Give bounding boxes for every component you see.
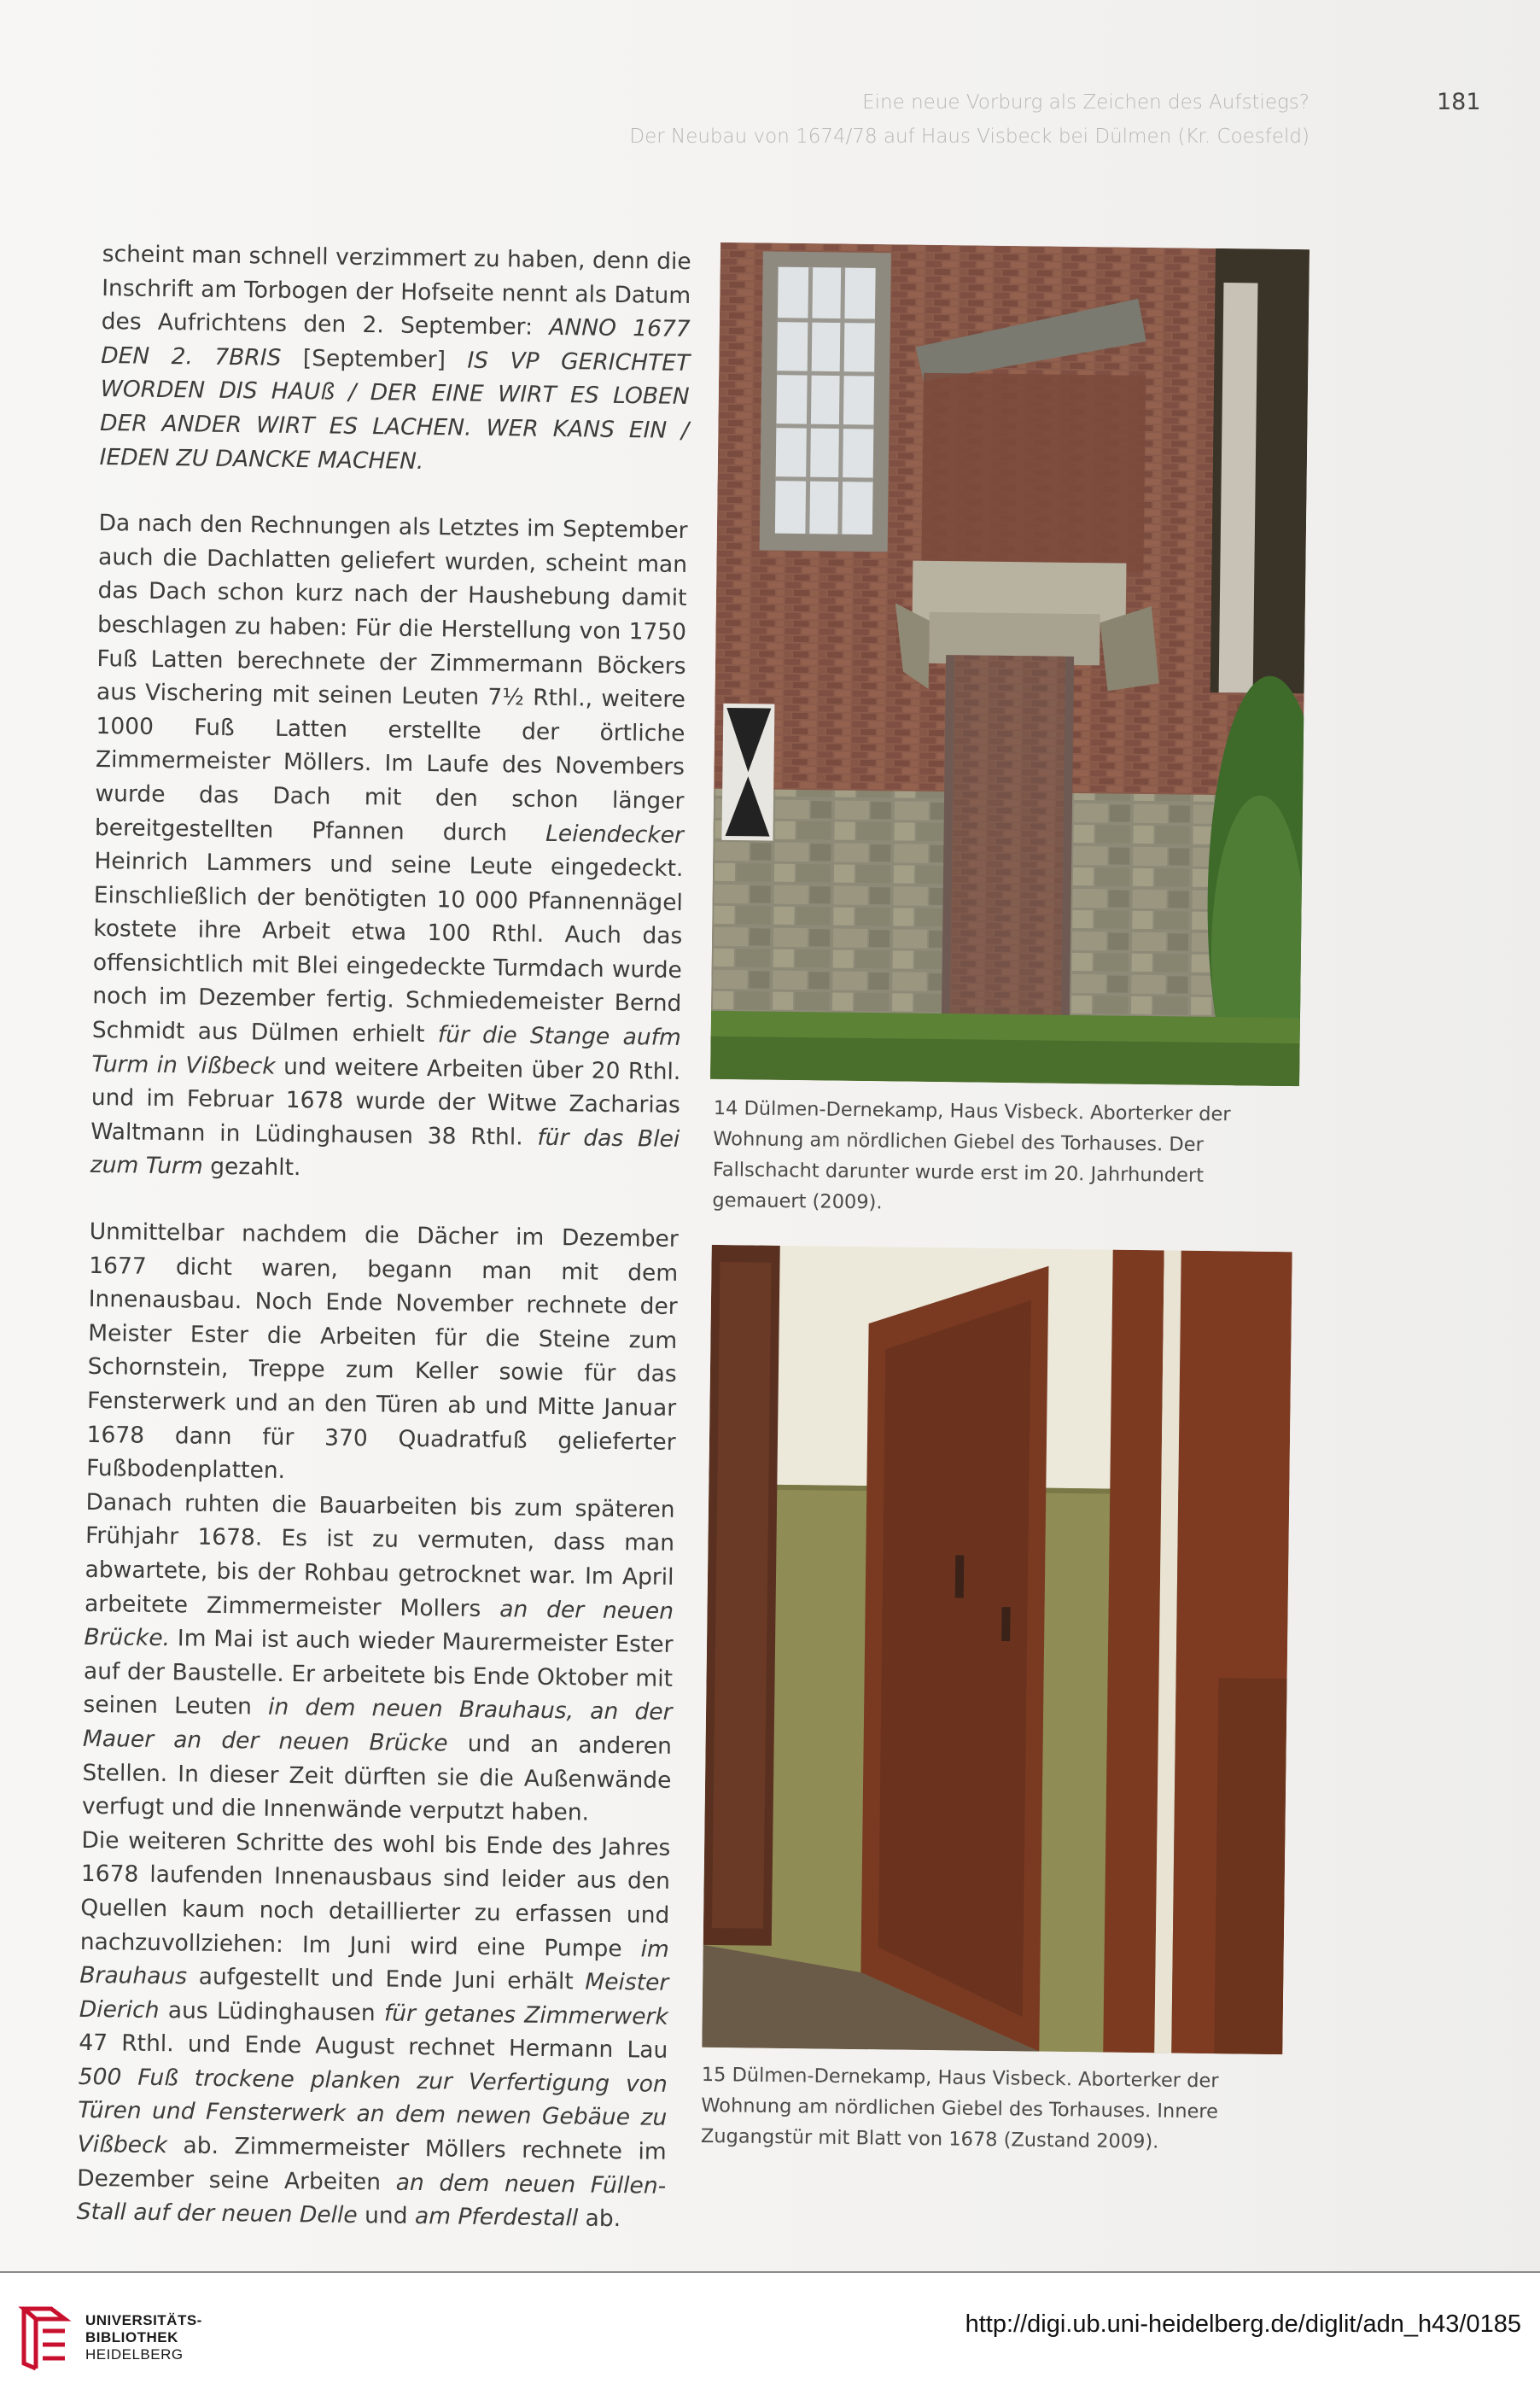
interior-door-illustration bbox=[702, 1245, 1292, 2054]
library-logo-icon bbox=[17, 2300, 73, 2375]
brick-facade-illustration bbox=[710, 242, 1310, 1086]
source-url-link[interactable]: http://digi.ub.uni-heidelberg.de/diglit/adn_h43/0185 bbox=[965, 2310, 1521, 2338]
figure-14-photo bbox=[710, 242, 1310, 1086]
figure-14-caption: 14 Dülmen-Dernekamp, Haus Visbeck. Aborterker der Wohnung am nördlichen Giebel des Torhauses. Der Fallschacht darunter wurde erst im 20. Jahrhundert gemauert (2009). bbox=[712, 1096, 1231, 1214]
running-header bbox=[629, 85, 1310, 154]
figure-15-caption: 15 Dülmen-Dernekamp, Haus Visbeck. Aborterker der Wohnung am nördlichen Giebel des Torhauses. Innere Zugangstür mit Blatt von 1678 (Zustand 2009). bbox=[700, 2063, 1219, 2153]
running-header-subtitle: Der Neubau von 1674/78 auf Haus Visbeck bei Dülmen (Kr. Coesfeld) bbox=[629, 126, 1310, 148]
library-name: UNIVERSITÄTS- BIBLIOTHEK HEIDELBERG bbox=[85, 2312, 202, 2363]
paragraph-construction-pause: Danach ruhten die Bauarbeiten bis zum späteren Frühjahr 1678. Es ist zu vermuten, dass man abwartete, bis der Rohbau getrocknet war. Im April arbeitete Zimmermeister Mollers an der neuen Brücke. Im Mai ist auch wieder Maurermeister Ester auf der Baustelle. Er arbeitete bis Ende Oktober mit seinen Leuten in dem neuen Brauhaus, an der Mauer an der neuen Brücke und an anderen Stellen. In dieser Zeit dürften sie die Außenwände verfugt und die Innenwände verputzt haben. bbox=[81, 1488, 675, 1826]
digitization-footer bbox=[0, 2271, 1540, 2395]
body-text bbox=[76, 237, 691, 2237]
paragraph-roof-laths: Da nach den Rechnungen als Letztes im September auch die Dachlatten geliefert wurden, scheint man das Dach schon kurz nach der Haushebung damit beschlagen zu haben: Für die Herstellung von 1750 Fuß Latten berechnete der Zimmermann Böckers aus Vischering mit seinen Leuten 7½ Rthl., weitere 1000 Fuß Latten erstellte der örtliche Zimmermeister Möllers. Im Laufe des Novembers wurde das Dach mit den schon länger bereitgestellten Pfannen durch Leiendecker Heinrich Lammers und seine Leute eingedeckt. Einschließlich der benötigten 10 000 Pfannennägel kostete ihre Arbeit etwa 100 Rthl. Auch das offensichtlich mit Blei eingedeckte Turmdach wurde noch im Dezember fertig. Schmiedemeister Bernd Schmidt aus Dülmen erhielt für die Stange aufm Turm in Vißbeck und weitere Arbeiten über 20 Rthl. und im Februar 1678 wurde der Witwe Zacharias Waltmann in Lüdinghausen 38 Rthl. für das Blei zum Turm gezahlt. bbox=[90, 510, 688, 1182]
page-number: 181 bbox=[1437, 89, 1481, 115]
paragraph-interior-works: Unmittelbar nachdem die Dächer im Dezember 1677 dicht waren, begann man mit dem Innenausbau. Noch Ende November rechnete der Meister Ester die Arbeiten für die Steine zum Schornstein, Treppe zum Keller sowie für das Fensterwerk und an den Türen ab und Mitte Januar 1678 dann für 370 Quadratfuß gelieferter Fußbodenplatten. bbox=[85, 1218, 679, 1485]
figure-15-photo bbox=[702, 1245, 1292, 2054]
paragraph-further-steps: Die weiteren Schritte des wohl bis Ende des Jahres 1678 laufenden Innenausbaus sind leider aus den Quellen kaum noch detaillierter zu erfassen und nachzuvollziehen: Im Juni wird eine Pumpe im Brauhaus aufgestellt und Ende Juni erhält Meister Dierich aus Lüdinghausen für getanes Zimmerwerk 47 Rthl. und Ende August rechnet Hermann Lau 500 Fuß trockene planken zur Verfertigung von Türen und Fensterwerk an dem newen Gebäue zu Vißbeck ab. Zimmermeister Möllers rechnete im Dezember seine Arbeiten an dem neuen Füllen-Stall auf der neuen Delle und am Pferdestall ab. bbox=[76, 1826, 671, 2233]
paragraph-inscription: scheint man schnell verzimmert zu haben, denn die Inschrift am Torbogen der Hofseite nennt als Datum des Aufrichtens den 2. September: ANNO 1677 DEN 2. 7BRIS [September] IS VP GERICHTET WORDEN DIS HAUß / DER EINE WIRT ES LOBEN DER ANDER WIRT ES LACHEN. WER KANS EIN / IEDEN ZU DANCKE MACHEN. bbox=[99, 240, 691, 475]
running-header-title: Eine neue Vorburg als Zeichen des Aufstiegs? bbox=[862, 91, 1310, 114]
